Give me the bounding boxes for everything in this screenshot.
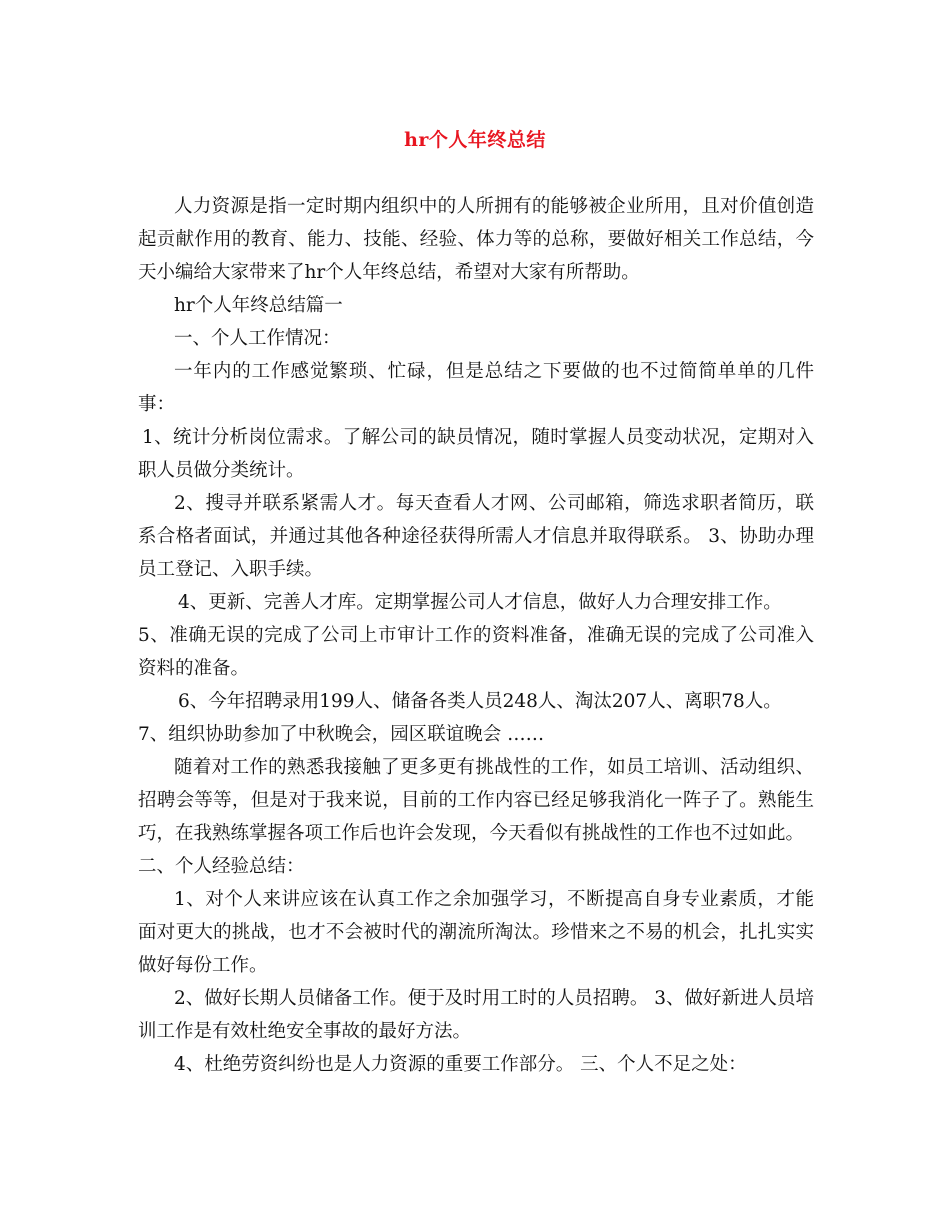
document-title: hr个人年终总结 <box>404 129 546 151</box>
section-heading-experience: 二、个人经验总结： <box>138 856 305 877</box>
experience-item-1: 1、对个人来讲应该在认真工作之余加强学习，不断提高自身专业素质，才能面对更大的挑战，也才不会被时代的潮流所淘汰。珍惜来之不易的机会，扎扎实实做好每份工作。 <box>138 889 814 976</box>
paragraph-challenges: 随着对工作的熟悉我接触了更多更有挑战性的工作，如员工培训、活动组织、招聘会等等，但是对于我来说，目前的工作内容已经足够我消化一阵子了。熟能生巧，在我熟练掌握各项工作后也许会发现，今天看似有挑战性的工作也不过如此。 <box>138 757 814 844</box>
experience-item-4: 4、杜绝劳资纠纷也是人力资源的重要工作部分。 三、个人不足之处： <box>174 1054 747 1075</box>
list-item-6: 6、今年招聘录用199人、储备各类人员248人、淘汰207人、离职78人。 <box>178 691 782 712</box>
paragraph-work-overview: 一年内的工作感觉繁琐、忙碌，但是总结之下要做的也不过简简单单的几件事： <box>138 361 814 415</box>
list-item-7: 7、组织协助参加了中秋晚会，园区联谊晚会 …… <box>138 724 545 745</box>
section-heading-work-situation: 一、个人工作情况： <box>174 328 341 349</box>
list-item-5: 5、准确无误的完成了公司上市审计工作的资料准备，准确无误的完成了公司准入资料的准备。 <box>138 625 814 679</box>
document-body <box>138 190 814 1081</box>
paragraph-intro: 人力资源是指一定时期内组织中的人所拥有的能够被企业所用，且对价值创造起贡献作用的教育、能力、技能、经验、体力等的总称，要做好相关工作总结，今天小编给大家带来了hr个人年终总结，希望对大家有所帮助。 <box>138 196 814 283</box>
experience-item-2-3: 2、做好长期人员储备工作。便于及时用工时的人员招聘。 3、做好新进人员培训工作是有效杜绝安全事故的最好方法。 <box>138 988 814 1042</box>
list-item-1: 1、统计分析岗位需求。了解公司的缺员情况，随时掌握人员变动状况，定期对入职人员做分类统计。 <box>138 427 814 481</box>
list-item-4: 4、更新、完善人才库。定期掌握公司人才信息，做好人力合理安排工作。 <box>178 592 782 613</box>
section-heading-part-one: hr个人年终总结篇一 <box>174 295 343 316</box>
list-item-2-3: 2、搜寻并联系紧需人才。每天查看人才网、公司邮箱，筛选求职者简历，联系合格者面试，并通过其他各种途径获得所需人才信息并取得联系。 3、协助办理员工登记、入职手续。 <box>138 493 814 580</box>
